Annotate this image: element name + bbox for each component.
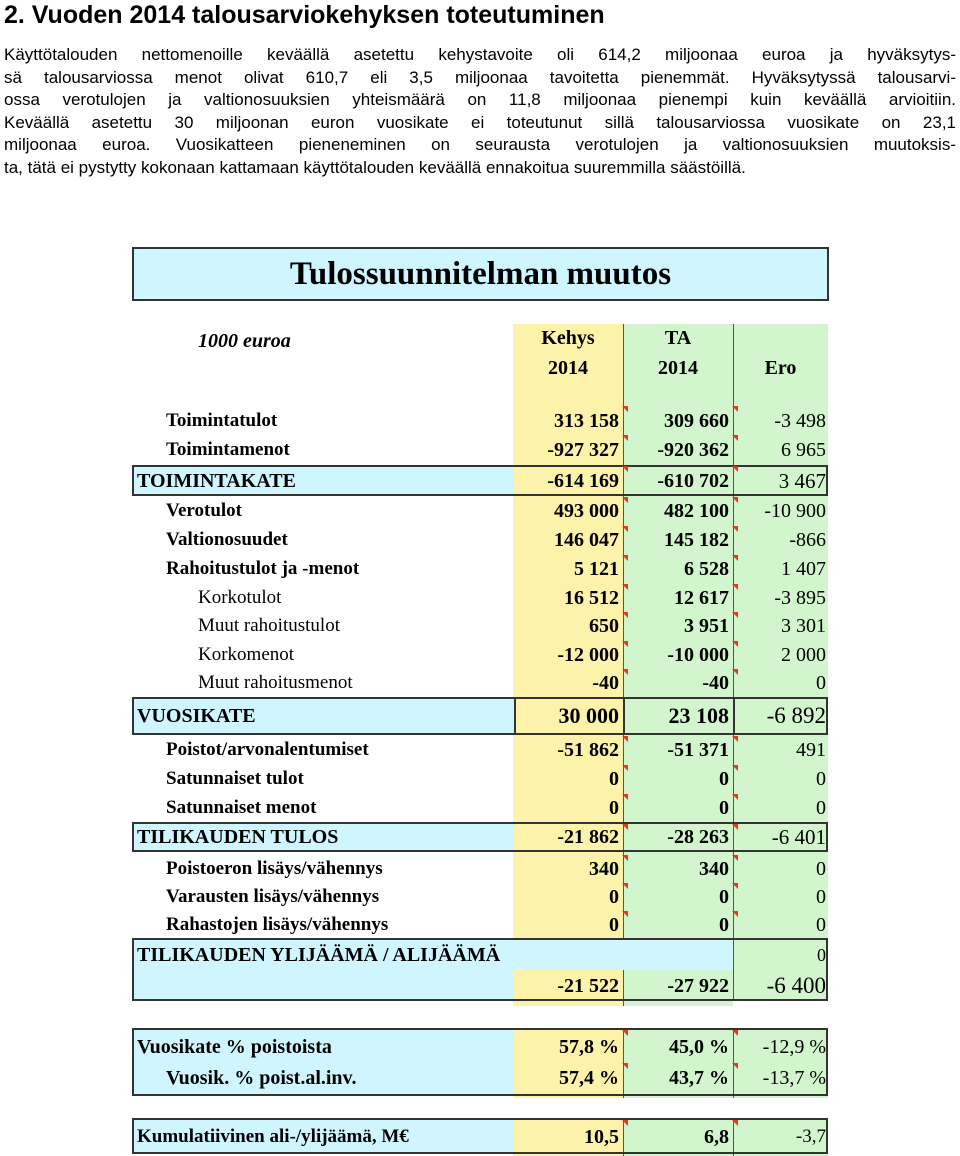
table-row (0, 765, 960, 793)
col-kehys-header-2: 2014 (548, 357, 588, 379)
table-row (0, 1123, 960, 1151)
comment-marker-icon (622, 1030, 628, 1036)
section-heading: 2. Vuoden 2014 talousarviokehyksen toteutuminen (4, 1, 605, 29)
ta-value: 482 100 (664, 500, 729, 522)
paragraph-line: ta, tätä ei pystytty kokonaan kattamaan käyttötalouden keväällä ennakoitua suuremmilla säästöillä. (4, 157, 746, 177)
comment-marker-icon (732, 497, 738, 503)
table-row (0, 941, 960, 969)
table-row (0, 641, 960, 669)
ero-value: 2 000 (781, 644, 826, 666)
kehys-value: 0 (609, 768, 619, 790)
table-row (0, 669, 960, 697)
row-label: Satunnaiset menot (166, 797, 317, 818)
comment-marker-icon (622, 1063, 628, 1069)
comment-marker-icon (622, 765, 628, 771)
row-label: Kumulatiivinen ali-/ylijäämä, M€ (137, 1126, 409, 1147)
row-label: Verotulot (166, 500, 242, 521)
table-title: Tulossuunnitelman muutos (132, 247, 829, 301)
ero-value: -10 900 (764, 500, 826, 522)
comment-marker-icon (732, 911, 738, 917)
table-row (0, 702, 960, 730)
comment-marker-icon (622, 555, 628, 561)
ero-value: 0 (816, 858, 826, 880)
kehys-value: 10,5 (584, 1126, 619, 1148)
row-label: TILIKAUDEN TULOS (137, 826, 339, 848)
row-label: Muut rahoitusmenot (198, 672, 353, 693)
comment-marker-icon (732, 1120, 738, 1126)
ero-value: 0 (816, 914, 826, 936)
comment-marker-icon (732, 584, 738, 590)
comment-marker-icon (622, 612, 628, 618)
comment-marker-icon (622, 911, 628, 917)
comment-marker-icon (622, 435, 628, 441)
ta-value: 0 (719, 886, 729, 908)
unit-label: 1000 euroa (198, 330, 291, 352)
kehys-value: 57,8 % (559, 1036, 619, 1058)
ta-value: 23 108 (668, 703, 729, 728)
row-label: Varausten lisäys/vähennys (166, 886, 380, 907)
col-kehys-header-1: Kehys (541, 327, 595, 349)
row-label: TILIKAUDEN YLIJÄÄMÄ / ALIJÄÄMÄ (137, 944, 501, 966)
ero-value: -12,9 % (762, 1036, 826, 1058)
comment-marker-icon (622, 406, 628, 412)
table-row (0, 794, 960, 822)
ero-value: 0 (816, 672, 826, 694)
row-label: Vuosik. % poist.al.inv. (166, 1067, 357, 1089)
kehys-value: -12 000 (557, 644, 619, 666)
row-label: Korkotulot (198, 587, 282, 608)
ta-value: 6 528 (684, 558, 729, 580)
row-label: Rahoitustulot ja -menot (166, 558, 360, 579)
comment-marker-icon (622, 883, 628, 889)
comment-marker-icon (732, 669, 738, 675)
ta-value: 145 182 (664, 529, 729, 551)
comment-marker-icon (732, 641, 738, 647)
ta-value: -28 263 (667, 826, 729, 848)
row-label: Valtionosuudet (166, 529, 288, 550)
table-row (0, 883, 960, 911)
comment-marker-icon (622, 824, 628, 830)
comment-marker-icon (732, 526, 738, 532)
paragraph-line: Keväällä asetettu 30 miljoonan euron vuosikate ei toteutunut sillä talousarviossa vuosikate on 23,1 (4, 112, 956, 132)
comment-marker-icon (732, 466, 738, 472)
kehys-value: -21 522 (557, 975, 619, 997)
comment-marker-icon (622, 736, 628, 742)
row-label: Muut rahoitustulot (198, 615, 340, 636)
ero-value: 0 (816, 886, 826, 908)
row-label: Toimintatulot (166, 410, 278, 431)
comment-marker-icon (622, 497, 628, 503)
ta-value: -40 (702, 672, 729, 694)
ero-value: 491 (796, 739, 826, 761)
comment-marker-icon (732, 855, 738, 861)
ta-value: -10 000 (667, 644, 729, 666)
table-row (0, 736, 960, 764)
ta-value: 0 (719, 768, 729, 790)
comment-marker-icon (732, 406, 738, 412)
row-label: Rahastojen lisäys/vähennys (166, 914, 389, 935)
ta-value: 309 660 (664, 410, 729, 432)
comment-marker-icon (622, 669, 628, 675)
kehys-value: 16 512 (564, 587, 619, 609)
ta-value: 6,8 (704, 1126, 729, 1148)
comment-marker-icon (732, 555, 738, 561)
ta-value: -920 362 (657, 439, 729, 461)
kehys-value: 57,4 % (559, 1067, 619, 1089)
kehys-value: -21 862 (557, 826, 619, 848)
kehys-value: 493 000 (554, 500, 619, 522)
ero-value: -3 498 (774, 410, 826, 432)
comment-marker-icon (622, 1120, 628, 1126)
row-label: Satunnaiset tulot (166, 768, 304, 789)
ero-value: -6 401 (771, 825, 826, 849)
kehys-value: 340 (589, 858, 619, 880)
ero-value: -6 892 (766, 703, 826, 728)
table-row (0, 467, 960, 495)
ero-value: -3 895 (774, 587, 826, 609)
kehys-value: 30 000 (558, 703, 619, 728)
table-row (0, 407, 960, 435)
ero-value: 3 467 (778, 469, 826, 493)
ero-value: 1 407 (781, 558, 826, 580)
kehys-value: 313 158 (554, 410, 619, 432)
comment-marker-icon (622, 526, 628, 532)
ta-value: 45,0 % (669, 1036, 729, 1058)
row-label: VUOSIKATE (137, 705, 256, 727)
paragraph-line: sä talousarviossa menot olivat 610,7 eli 3,5 miljoonaa tavoitetta pienemmät. Hyväksytyssä talousarvi- (4, 67, 956, 87)
table-row (0, 823, 960, 851)
gap (513, 1098, 828, 1118)
ta-value: 0 (719, 914, 729, 936)
ero-value: -13,7 % (762, 1067, 826, 1089)
comment-marker-icon (732, 765, 738, 771)
comment-marker-icon (732, 612, 738, 618)
row-label: Toimintamenot (166, 439, 290, 460)
paragraph-line: ossa verotulojen ja valtionosuuksien yhteismäärä on 11,8 miljoonaa pienempi kuin keväällä arvioitiin. (4, 90, 956, 110)
col-ta-header-2: 2014 (658, 357, 698, 379)
row-label: Vuosikate % poistoista (137, 1036, 332, 1058)
ero-value: -3,7 (795, 1126, 826, 1147)
kehys-value: -927 327 (547, 439, 619, 461)
ta-value: -610 702 (657, 470, 729, 492)
comment-marker-icon (622, 466, 628, 472)
ta-value: 0 (719, 797, 729, 819)
kehys-value: 0 (609, 797, 619, 819)
ta-value: 3 951 (684, 615, 729, 637)
table-row (0, 436, 960, 464)
table-row (0, 1064, 960, 1092)
ero-value: 0 (816, 768, 826, 790)
comment-marker-icon (622, 794, 628, 800)
row-label: Poistot/arvonalentumiset (166, 739, 369, 760)
ero-value: 6 965 (781, 439, 826, 461)
comment-marker-icon (732, 736, 738, 742)
kehys-value: -51 862 (557, 739, 619, 761)
table-row (0, 555, 960, 583)
ta-value: 340 (699, 858, 729, 880)
table-row (0, 972, 960, 1000)
gap (513, 1006, 828, 1028)
comment-marker-icon (622, 584, 628, 590)
row-label: Korkomenot (198, 644, 295, 665)
kehys-value: -614 169 (547, 470, 619, 492)
kehys-value: 650 (589, 615, 619, 637)
table-row (0, 584, 960, 612)
table-row (0, 612, 960, 640)
ero-value: 0 (816, 797, 826, 819)
table-row (0, 526, 960, 554)
ero-value: 3 301 (781, 615, 826, 637)
comment-marker-icon (732, 824, 738, 830)
kehys-value: 146 047 (554, 529, 619, 551)
row-label: TOIMINTAKATE (137, 470, 296, 492)
ta-value: 43,7 % (669, 1067, 729, 1089)
ta-value: 12 617 (674, 587, 729, 609)
gap (733, 1000, 828, 1008)
col-ta-header-1: TA (664, 327, 692, 349)
ta-value: -51 371 (667, 739, 729, 761)
comment-marker-icon (732, 883, 738, 889)
table-row (0, 911, 960, 939)
table-row (0, 497, 960, 525)
comment-marker-icon (622, 641, 628, 647)
comment-marker-icon (732, 435, 738, 441)
col-ero-header: Ero (764, 357, 797, 379)
ero-value: 0 (817, 945, 826, 965)
kehys-value: 5 121 (574, 558, 619, 580)
comment-marker-icon (732, 1030, 738, 1036)
table-row (0, 855, 960, 883)
paragraph-line: Käyttötalouden nettomenoille keväällä asetettu kehystavoite oli 614,2 miljoonaa euroa ja hyväksytys- (4, 45, 956, 64)
comment-marker-icon (622, 855, 628, 861)
ero-value: -6 400 (766, 973, 826, 998)
ero-value: -866 (789, 529, 826, 551)
kehys-value: 0 (609, 914, 619, 936)
comment-marker-icon (732, 1063, 738, 1069)
paragraph-line: miljoonaa euroa. Vuosikatteen pieneneminen on seurausta verotulojen ja valtionosuuksien muutoksis- (4, 135, 956, 155)
kehys-value: -40 (592, 672, 619, 694)
table-row (0, 1033, 960, 1061)
ta-value: -27 922 (667, 975, 729, 997)
row-label: Poistoeron lisäys/vähennys (166, 858, 383, 879)
kehys-value: 0 (609, 886, 619, 908)
comment-marker-icon (732, 794, 738, 800)
